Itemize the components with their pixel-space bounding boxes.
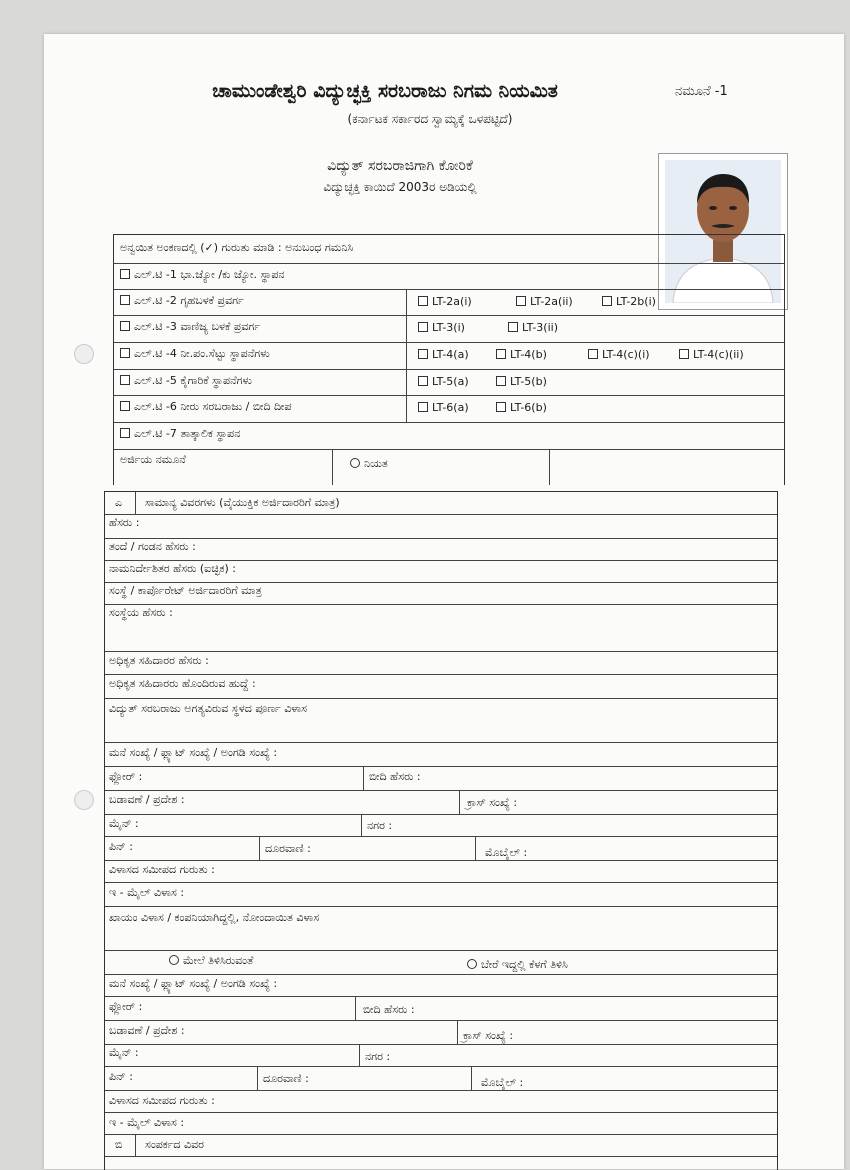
section-b-title: ಸಂಪರ್ಕದ ವಿವರ <box>145 1138 204 1151</box>
section-b-letter: ಬಿ <box>115 1138 123 1151</box>
perm-mobile-field[interactable]: ಮೊಬೈಲ್ : <box>481 1076 524 1089</box>
checkbox[interactable] <box>418 376 428 386</box>
supply-address-label: ವಿದ್ಯುತ್ ಸರಬರಾಜು ಅಗತ್ಯವಿರುವ ಸ್ಥಳದ ಪೂರ್ಣ ವಿಳಾಸ <box>109 702 307 715</box>
city-field[interactable]: ನಗರ : <box>367 819 393 832</box>
radio-button[interactable] <box>350 458 360 468</box>
category-lt1[interactable]: ಎಲ್.ಟಿ -1 ಭಾ.ಜ್ಯೋ /ಕು ಜ್ಯೋ. ಸ್ಥಾಪನ <box>120 268 285 282</box>
category-lt3[interactable]: ಎಲ್.ಟಿ -3 ವಾಣಿಜ್ಯ ಬಳಕೆ ಪ್ರವರ್ಗ <box>120 320 260 334</box>
option-lt2ai[interactable]: LT-2a(i) <box>418 295 472 308</box>
option-lt6b[interactable]: LT-6(b) <box>496 401 547 414</box>
cross-field[interactable]: ಕ್ರಾಸ್ ಸಂಖ್ಯೆ : <box>467 796 518 809</box>
application-type-label: ಅರ್ಜಿಯ ನಮೂನೆ <box>120 453 186 466</box>
punch-hole <box>74 344 94 364</box>
checkbox[interactable] <box>418 402 428 412</box>
option-lt3ii[interactable]: LT-3(ii) <box>508 321 558 334</box>
checkbox[interactable] <box>602 296 612 306</box>
option-lt4a[interactable]: LT-4(a) <box>418 348 469 361</box>
category-lt2[interactable]: ಎಲ್.ಟಿ -2 ಗೃಹಬಳಕೆ ಪ್ರವರ್ಗ <box>120 294 244 308</box>
perm-main-field[interactable]: ಮೈನ್ : <box>109 1046 139 1059</box>
landmark-field[interactable]: ವಿಳಾಸದ ಸಮೀಪದ ಗುರುತು : <box>109 863 215 876</box>
checkbox[interactable] <box>516 296 526 306</box>
checkbox[interactable] <box>120 269 130 279</box>
perm-email-field[interactable]: ಇ - ಮೈಲ್ ವಿಳಾಸ : <box>109 1116 185 1129</box>
floor-field[interactable]: ಫ್ಲೋರ್ : <box>109 770 143 783</box>
category-lt7[interactable]: ಎಲ್.ಟಿ -7 ತಾತ್ಕಾಲಿಕ ಸ್ಥಾಪನ <box>120 427 240 441</box>
name-field[interactable]: ಹೆಸರು : <box>109 516 140 529</box>
checkbox[interactable] <box>120 348 130 358</box>
checkbox[interactable] <box>120 295 130 305</box>
auth-signatory-designation-field[interactable]: ಅಧಿಕೃತ ಸಹಿದಾರರು ಹೊಂದಿರುವ ಹುದ್ದೆ : <box>109 677 256 690</box>
checkbox[interactable] <box>120 321 130 331</box>
perm-cross-field[interactable]: ಕ್ರಾಸ್ ಸಂಖ್ಯೆ : <box>463 1029 514 1042</box>
category-lt5[interactable]: ಎಲ್.ಟಿ -5 ಕೈಗಾರಿಕೆ ಸ್ಥಾಪನೆಗಳು <box>120 374 252 388</box>
house-number-field[interactable]: ಮನೆ ಸಂಖ್ಯೆ / ಫ್ಲ್ಯಾಟ್ ಸಂಖ್ಯೆ / ಅಂಗಡಿ ಸಂಖ್ಯೆ : <box>109 746 278 759</box>
checkbox[interactable] <box>120 428 130 438</box>
category-instruction: ಅನ್ವಯಿತ ಅಂಕಣದಲ್ಲಿ (✓) ಗುರುತು ಮಾಡಿ : ಅನುಬಂಧ ಗಮನಿಸಿ <box>120 241 354 254</box>
punch-hole <box>74 790 94 810</box>
phone-field[interactable]: ದೂರವಾಣಿ : <box>265 842 311 855</box>
category-lt4[interactable]: ಎಲ್.ಟಿ -4 ನೀ.ಪಂ.ಸೆಟ್ಟು ಸ್ಥಾಪನೆಗಳು <box>120 347 270 361</box>
perm-landmark-field[interactable]: ವಿಳಾಸದ ಸಮೀಪದ ಗುರುತು : <box>109 1094 215 1107</box>
checkbox[interactable] <box>496 376 506 386</box>
checkbox[interactable] <box>418 349 428 359</box>
perm-street-field[interactable]: ಬೀದಿ ಹೆಸರು : <box>363 1003 415 1016</box>
section-a-letter: ಎ <box>115 496 123 509</box>
street-field[interactable]: ಬೀದಿ ಹೆಸರು : <box>369 770 421 783</box>
email-field[interactable]: ಇ - ಮೈಲ್ ವಿಳಾಸ : <box>109 886 185 899</box>
perm-pin-field[interactable]: ಪಿನ್ : <box>109 1070 133 1083</box>
section-a <box>104 491 778 1170</box>
corporate-label: ಸಂಸ್ಥೆ / ಕಾರ್ಪೊರೇಟ್ ಅರ್ಜಿದಾರರಿಗೆ ಮಾತ್ರ <box>109 584 262 597</box>
checkbox[interactable] <box>496 349 506 359</box>
father-name-field[interactable]: ತಂದೆ / ಗಂಡನ ಹೆಸರು : <box>109 540 196 553</box>
option-lt2aii[interactable]: LT-2a(ii) <box>516 295 573 308</box>
option-lt4b[interactable]: LT-4(b) <box>496 348 547 361</box>
checkbox[interactable] <box>418 322 428 332</box>
checkbox[interactable] <box>588 349 598 359</box>
form-number: ನಮೂನೆ -1 <box>675 84 728 99</box>
category-lt6[interactable]: ಎಲ್.ಟಿ -6 ನೀರು ಸರಬರಾಜು / ಬೀದಿ ದೀಪ <box>120 400 291 414</box>
checkbox[interactable] <box>496 402 506 412</box>
section-a-title: ಸಾಮಾನ್ಯ ವಿವರಗಳು (ವೈಯುಕ್ತಿಕ ಅರ್ಜಿದಾರರಿಗೆ ಮಾತ್ರ) <box>145 496 340 509</box>
perm-phone-field[interactable]: ದೂರವಾಣಿ : <box>263 1072 309 1085</box>
auth-signatory-name-field[interactable]: ಅಧಿಕೃತ ಸಹಿದಾರರ ಹೆಸರು : <box>109 654 209 667</box>
pin-field[interactable]: ಪಿನ್ : <box>109 840 133 853</box>
org-title: ಚಾಮುಂಡೇಶ್ವರಿ ವಿದ್ಯುಚ್ಛಕ್ತಿ ಸರಬರಾಜು ನಿಗಮ ನಿಯಮಿತ <box>212 80 558 102</box>
checkbox[interactable] <box>508 322 518 332</box>
perm-house-number-field[interactable]: ಮನೆ ಸಂಖ್ಯೆ / ಫ್ಲ್ಯಾಟ್ ಸಂಖ್ಯೆ / ಅಂಗಡಿ ಸಂಖ್ಯೆ : <box>109 977 278 990</box>
main-field[interactable]: ಮೈನ್ : <box>109 817 139 830</box>
category-table <box>113 234 785 485</box>
mobile-field[interactable]: ಮೊಬೈಲ್ : <box>485 846 528 859</box>
same-as-above-option[interactable]: ಮೇಲೆ ತಿಳಿಸಿರುವಂತೆ <box>169 954 253 968</box>
perm-city-field[interactable]: ನಗರ : <box>365 1050 391 1063</box>
option-lt5a[interactable]: LT-5(a) <box>418 375 469 388</box>
area-field[interactable]: ಬಡಾವಣೆ / ಪ್ರದೇಶ : <box>109 793 185 806</box>
option-lt2bi[interactable]: LT-2b(i) <box>602 295 656 308</box>
option-lt6a[interactable]: LT-6(a) <box>418 401 469 414</box>
nominee-field[interactable]: ನಾಮನಿರ್ದೇಶಿತರ ಹೆಸರು (ಐಚ್ಛಿಕ) : <box>109 562 236 575</box>
option-lt4ci[interactable]: LT-4(c)(i) <box>588 348 650 361</box>
perm-floor-field[interactable]: ಫ್ಲೋರ್ : <box>109 1000 143 1013</box>
option-lt3i[interactable]: LT-3(i) <box>418 321 465 334</box>
checkbox[interactable] <box>120 401 130 411</box>
radio-button[interactable] <box>467 959 477 969</box>
option-lt5b[interactable]: LT-5(b) <box>496 375 547 388</box>
perm-area-field[interactable]: ಬಡಾವಣೆ / ಪ್ರದೇಶ : <box>109 1024 185 1037</box>
checkbox[interactable] <box>120 375 130 385</box>
form-heading: ವಿದ್ಯುತ್ ಸರಬರಾಜಿಗಾಗಿ ಕೋರಿಕೆ <box>327 158 473 174</box>
permanent-address-label: ಖಾಯಂ ವಿಳಾಸ / ಕಂಪನಿಯಾಗಿದ್ದಲ್ಲಿ, ನೋಂದಾಯಿತ ವಿಳಾಸ <box>109 911 320 924</box>
form-subheading: ವಿದ್ಯುಚ್ಛಕ್ತಿ ಕಾಯಿದೆ 2003ರ ಅಡಿಯಲ್ಲಿ <box>323 180 477 194</box>
radio-button[interactable] <box>169 955 179 965</box>
org-subtitle: (ಕರ್ನಾಟಕ ಸರ್ಕಾರದ ಸ್ವಾಮ್ಯಕ್ಕೆ ಒಳಪಟ್ಟಿದೆ) <box>347 112 513 126</box>
org-name-field[interactable]: ಸಂಸ್ಥೆಯ ಹೆಸರು : <box>109 606 173 619</box>
other-address-option[interactable]: ಬೇರೆ ಇದ್ದಲ್ಲಿ ಕೆಳಗೆ ತಿಳಿಸಿ <box>467 958 568 972</box>
option-lt4cii[interactable]: LT-4(c)(ii) <box>679 348 744 361</box>
checkbox[interactable] <box>418 296 428 306</box>
checkbox[interactable] <box>679 349 689 359</box>
application-type-regular[interactable]: ನಿಯತ <box>350 457 388 471</box>
